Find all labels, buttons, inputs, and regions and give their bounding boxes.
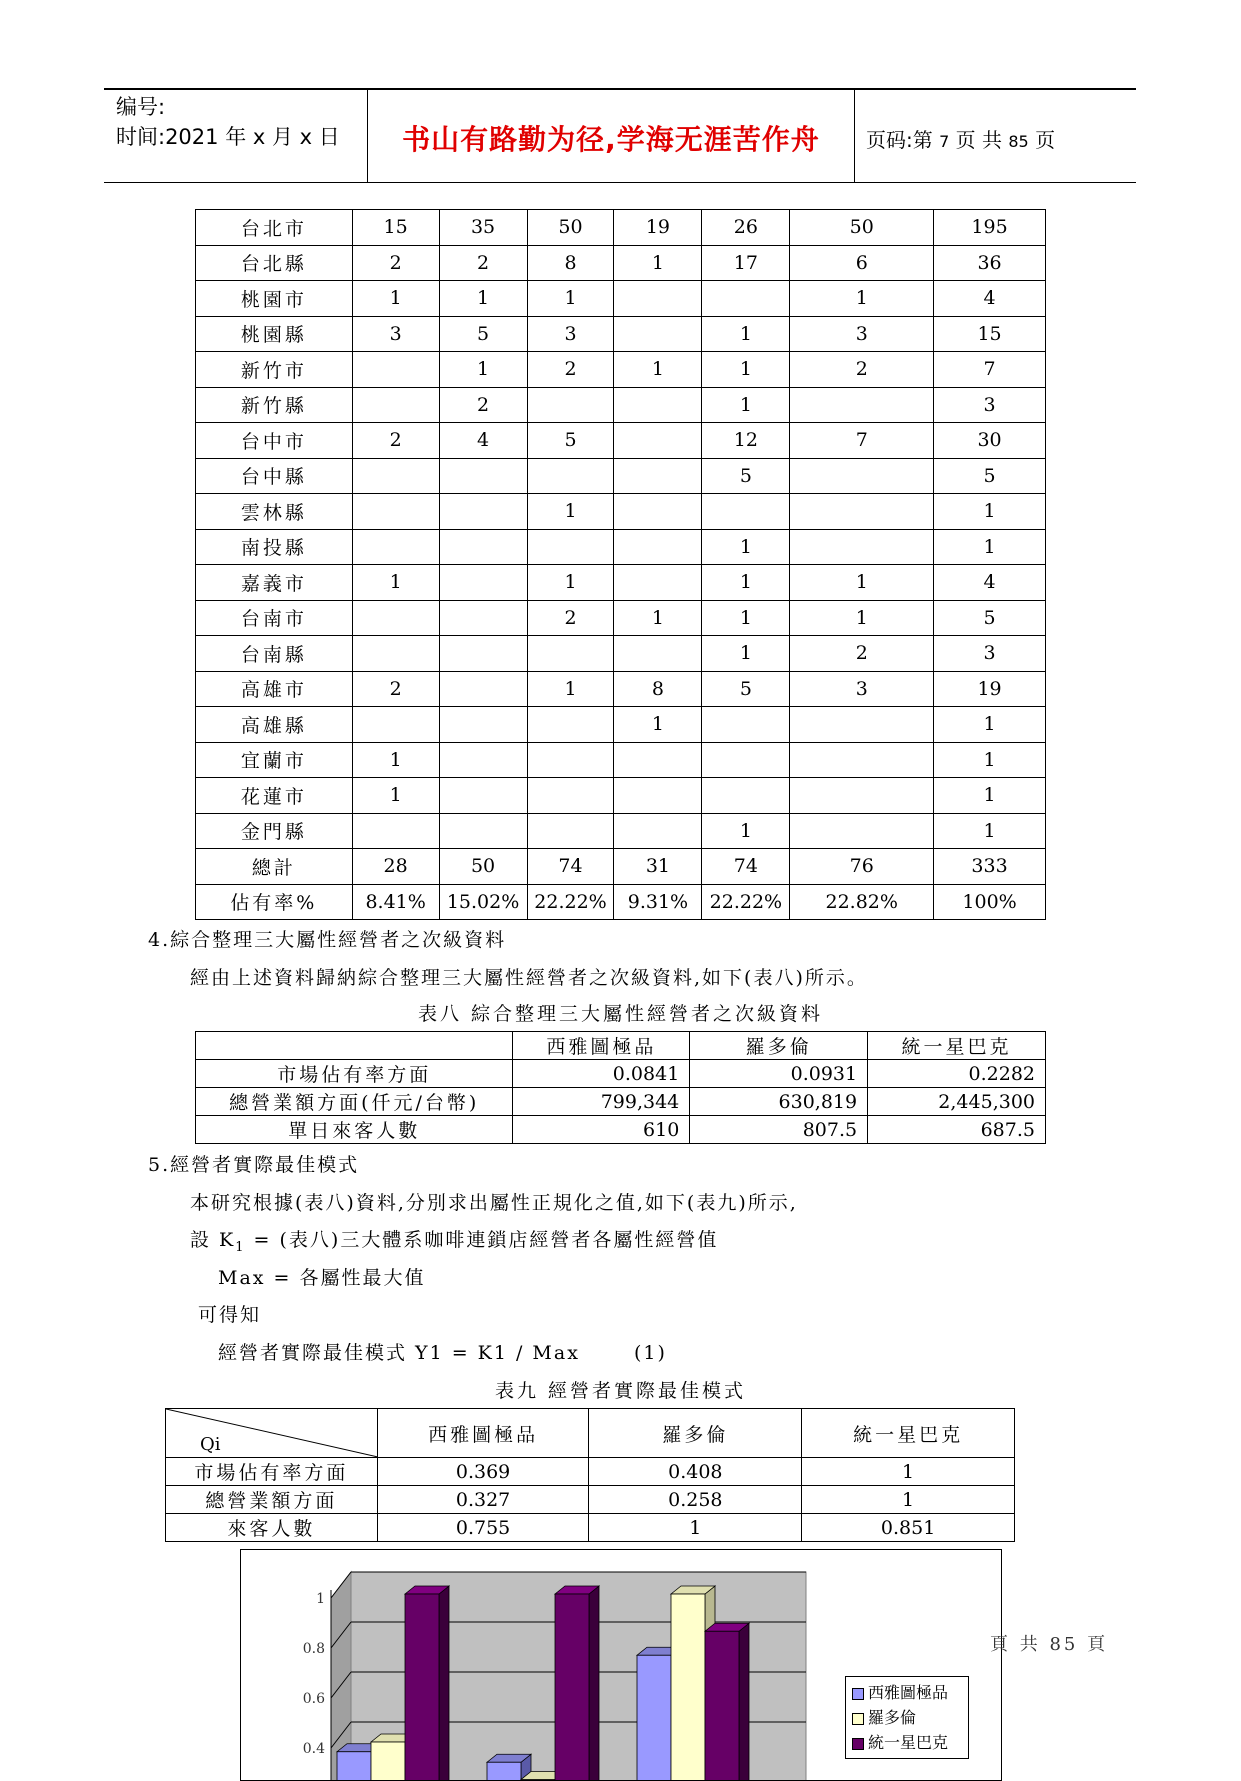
bar	[371, 1742, 405, 1780]
legend-label: 羅多倫	[868, 1708, 917, 1727]
value-cell: 1	[614, 707, 702, 743]
value-cell	[702, 778, 790, 814]
column-header: 羅多倫	[690, 1032, 868, 1060]
bar	[705, 1631, 739, 1780]
value-cell	[790, 387, 934, 423]
value-cell	[439, 529, 527, 565]
table-row	[196, 245, 1046, 281]
value-cell: 15.02%	[439, 884, 527, 920]
table-row	[166, 1486, 1015, 1514]
value-cell: 333	[934, 849, 1046, 885]
bar-side	[589, 1586, 599, 1780]
table-row	[196, 778, 1046, 814]
table-row	[196, 423, 1046, 459]
value-cell	[702, 707, 790, 743]
table-row	[196, 1060, 1046, 1088]
formula-line	[218, 1338, 667, 1365]
value-cell: 1	[790, 565, 934, 601]
bar	[521, 1780, 555, 1781]
row-label-cell: 市場佔有率方面	[166, 1458, 378, 1486]
value-cell: 1	[934, 494, 1046, 530]
row-label-cell: 總計	[196, 849, 353, 885]
y-tick-label: 0.8	[302, 1641, 325, 1657]
value-cell: 2	[352, 245, 439, 281]
row-label-cell: 高雄縣	[196, 707, 353, 743]
row-label-cell: 總營業額方面	[166, 1486, 378, 1514]
value-cell	[614, 778, 702, 814]
value-cell	[439, 565, 527, 601]
value-cell: 807.5	[690, 1116, 868, 1144]
value-cell: 1	[934, 529, 1046, 565]
value-cell	[527, 636, 614, 672]
value-cell: 1	[439, 352, 527, 388]
page-current: 7	[939, 132, 950, 151]
value-cell: 1	[527, 671, 614, 707]
table-row	[196, 671, 1046, 707]
value-cell: 30	[934, 423, 1046, 459]
value-cell	[352, 707, 439, 743]
section-5-line-3: Max = 各屬性最大值	[218, 1267, 426, 1289]
table-row	[196, 494, 1046, 530]
value-cell	[790, 529, 934, 565]
table-row	[196, 742, 1046, 778]
section-4-paragraph: 經由上述資料歸納綜合整理三大屬性經營者之次級資料,如下(表八)所示。	[190, 967, 868, 989]
row-label-cell: 桃園市	[196, 281, 353, 317]
bar	[555, 1594, 589, 1780]
value-cell: 2	[790, 636, 934, 672]
value-cell: 0.0931	[690, 1060, 868, 1088]
value-cell: 1	[352, 565, 439, 601]
value-cell	[790, 494, 934, 530]
table-row	[196, 281, 1046, 317]
value-cell: 5	[702, 458, 790, 494]
value-cell: 1	[934, 813, 1046, 849]
value-cell: 1	[802, 1486, 1015, 1514]
value-cell	[614, 423, 702, 459]
k-subscript: 1	[235, 1239, 246, 1255]
value-cell: 1	[790, 600, 934, 636]
row-label-cell: 台北縣	[196, 245, 353, 281]
value-cell: 0.0841	[513, 1060, 690, 1088]
value-cell	[790, 778, 934, 814]
diagonal-line	[166, 1409, 378, 1457]
value-cell: 610	[513, 1116, 690, 1144]
value-cell	[614, 742, 702, 778]
value-cell: 74	[702, 849, 790, 885]
value-cell: 31	[614, 849, 702, 885]
section-4-heading: 4.綜合整理三大屬性經營者之次級資料	[148, 929, 507, 951]
value-cell: 6	[790, 245, 934, 281]
header-motto: 书山有路勤为径,学海无涯苦作舟	[402, 123, 820, 156]
value-cell: 7	[790, 423, 934, 459]
formula-text: 經營者實際最佳模式 Y1 = K1 / Max	[218, 1342, 580, 1364]
value-cell	[614, 636, 702, 672]
row-label-cell: 新竹縣	[196, 387, 353, 423]
value-cell: 2	[352, 671, 439, 707]
value-cell: 5	[527, 423, 614, 459]
value-cell: 1	[589, 1514, 802, 1542]
value-cell: 0.327	[377, 1486, 589, 1514]
bar-side	[739, 1623, 749, 1780]
legend-label: 統一星巴克	[868, 1733, 949, 1752]
value-cell: 0.755	[377, 1514, 589, 1542]
value-cell	[352, 352, 439, 388]
page-mid: 页 共	[955, 128, 1003, 152]
header-bottom-rule	[104, 182, 1136, 183]
value-cell: 1	[527, 565, 614, 601]
value-cell: 5	[934, 458, 1046, 494]
value-cell: 1	[352, 281, 439, 317]
row-label-cell: 台中縣	[196, 458, 353, 494]
value-cell: 28	[352, 849, 439, 885]
value-cell	[790, 742, 934, 778]
value-cell: 2	[352, 423, 439, 459]
value-cell: 50	[527, 210, 614, 246]
value-cell: 36	[934, 245, 1046, 281]
chart-legend	[845, 1676, 969, 1759]
value-cell: 2,445,300	[868, 1088, 1046, 1116]
row-label-cell: 南投縣	[196, 529, 353, 565]
row-label-cell: 花蓮市	[196, 778, 353, 814]
header-page-number	[866, 124, 1055, 153]
value-cell: 1	[934, 778, 1046, 814]
bar	[337, 1752, 371, 1780]
value-cell	[352, 600, 439, 636]
value-cell: 15	[352, 210, 439, 246]
value-cell: 630,819	[690, 1088, 868, 1116]
table-row	[166, 1514, 1015, 1542]
header-divider-right	[854, 88, 855, 182]
legend-swatch	[852, 1713, 864, 1725]
bar-side	[439, 1586, 449, 1780]
legend-swatch	[852, 1738, 864, 1750]
value-cell: 19	[614, 210, 702, 246]
value-cell	[527, 458, 614, 494]
table-row	[196, 210, 1046, 246]
value-cell: 3	[790, 671, 934, 707]
row-label-cell: 台北市	[196, 210, 353, 246]
value-cell	[439, 707, 527, 743]
column-header: 西雅圖極品	[377, 1409, 589, 1458]
value-cell: 3	[790, 316, 934, 352]
value-cell	[439, 636, 527, 672]
value-cell	[352, 387, 439, 423]
page-total: 85	[1008, 132, 1029, 151]
table-row	[196, 707, 1046, 743]
value-cell: 1	[614, 352, 702, 388]
table-row	[196, 1116, 1046, 1144]
section-5-line-4: 可得知	[198, 1304, 262, 1326]
column-header: 羅多倫	[589, 1409, 802, 1458]
row-label-cell: 嘉義市	[196, 565, 353, 601]
value-cell: 5	[702, 671, 790, 707]
value-cell: 15	[934, 316, 1046, 352]
value-cell: 8	[614, 671, 702, 707]
value-cell: 0.851	[802, 1514, 1015, 1542]
value-cell: 22.22%	[527, 884, 614, 920]
value-cell	[352, 813, 439, 849]
legend-label: 西雅圖極品	[868, 1683, 949, 1702]
value-cell	[527, 707, 614, 743]
value-cell: 2	[790, 352, 934, 388]
value-cell: 8.41%	[352, 884, 439, 920]
value-cell: 4	[439, 423, 527, 459]
value-cell	[790, 707, 934, 743]
value-cell	[527, 778, 614, 814]
table-row	[196, 813, 1046, 849]
page-suffix: 页	[1035, 128, 1056, 152]
value-cell	[614, 813, 702, 849]
formula-number: (1)	[633, 1342, 667, 1364]
value-cell: 1	[352, 778, 439, 814]
legend-swatch	[852, 1688, 864, 1700]
value-cell: 2	[527, 600, 614, 636]
value-cell: 3	[352, 316, 439, 352]
table-9-caption: 表九 經營者實際最佳模式	[494, 1380, 747, 1402]
column-header: 西雅圖極品	[513, 1032, 690, 1060]
value-cell: 1	[702, 352, 790, 388]
value-cell: 1	[790, 281, 934, 317]
value-cell: 8	[527, 245, 614, 281]
table-row	[196, 529, 1046, 565]
table-row	[196, 387, 1046, 423]
row-label-cell: 新竹市	[196, 352, 353, 388]
bar	[405, 1594, 439, 1780]
table-row	[196, 636, 1046, 672]
value-cell: 195	[934, 210, 1046, 246]
value-cell	[702, 281, 790, 317]
value-cell: 1	[614, 245, 702, 281]
row-label-cell: 佔有率%	[196, 884, 353, 920]
header-meta	[116, 92, 340, 152]
row-label-cell: 高雄市	[196, 671, 353, 707]
table-row	[196, 316, 1046, 352]
value-cell	[439, 671, 527, 707]
value-cell	[527, 387, 614, 423]
footer-page-fragment: 頁 共 85 頁	[990, 1634, 1109, 1655]
value-cell: 9.31%	[614, 884, 702, 920]
value-cell	[614, 458, 702, 494]
value-cell	[614, 565, 702, 601]
value-cell	[614, 316, 702, 352]
value-cell	[790, 458, 934, 494]
value-cell: 1	[702, 565, 790, 601]
legend-item	[852, 1680, 962, 1705]
bar	[487, 1762, 521, 1780]
column-header: 統一星巴克	[802, 1409, 1015, 1458]
value-cell: 1	[702, 636, 790, 672]
value-cell	[352, 636, 439, 672]
k-definition: = (表八)三大體系咖啡連鎖店經營者各屬性經營值	[245, 1229, 719, 1251]
value-cell	[352, 529, 439, 565]
table-row	[196, 352, 1046, 388]
value-cell: 1	[802, 1458, 1015, 1486]
value-cell	[614, 281, 702, 317]
value-cell: 0.408	[589, 1458, 802, 1486]
value-cell: 687.5	[868, 1116, 1046, 1144]
header-row	[196, 1032, 1046, 1060]
value-cell: 4	[934, 565, 1046, 601]
value-cell: 26	[702, 210, 790, 246]
value-cell: 22.82%	[790, 884, 934, 920]
row-label-cell: 總營業額方面(仟元/台幣)	[196, 1088, 513, 1116]
table-row	[196, 565, 1046, 601]
value-cell	[702, 494, 790, 530]
value-cell: 17	[702, 245, 790, 281]
y-tick-label: 0.4	[302, 1741, 325, 1757]
value-cell: 2	[439, 387, 527, 423]
corner-label: Qi	[200, 1434, 221, 1455]
table-row	[196, 458, 1046, 494]
value-cell: 100%	[934, 884, 1046, 920]
value-cell	[614, 529, 702, 565]
serial-label: 编号:	[116, 95, 166, 119]
value-cell: 4	[934, 281, 1046, 317]
value-cell: 1	[527, 281, 614, 317]
value-cell	[439, 813, 527, 849]
value-cell	[439, 494, 527, 530]
value-cell: 1	[702, 387, 790, 423]
value-cell: 50	[790, 210, 934, 246]
value-cell: 1	[702, 600, 790, 636]
value-cell: 76	[790, 849, 934, 885]
table-row	[196, 600, 1046, 636]
value-cell: 74	[527, 849, 614, 885]
value-cell: 5	[439, 316, 527, 352]
value-cell: 1	[934, 742, 1046, 778]
value-cell	[352, 494, 439, 530]
value-cell	[527, 529, 614, 565]
diagonal-corner-cell	[166, 1409, 378, 1458]
value-cell: 799,344	[513, 1088, 690, 1116]
legend-item	[852, 1705, 962, 1730]
value-cell: 3	[527, 316, 614, 352]
value-cell: 1	[439, 281, 527, 317]
table-8-caption: 表八 綜合整理三大屬性經營者之次級資料	[417, 1003, 824, 1025]
row-label-cell: 金門縣	[196, 813, 353, 849]
regional-store-table	[195, 209, 1046, 920]
time-label: 时间:2021 年 x 月 x 日	[116, 125, 340, 149]
value-cell: 0.369	[377, 1458, 589, 1486]
bar	[671, 1594, 705, 1780]
value-cell: 1	[614, 600, 702, 636]
row-label-cell: 桃園縣	[196, 316, 353, 352]
value-cell: 12	[702, 423, 790, 459]
value-cell	[614, 387, 702, 423]
row-label-cell: 宜蘭市	[196, 742, 353, 778]
value-cell	[790, 813, 934, 849]
value-cell: 1	[702, 529, 790, 565]
value-cell: 1	[352, 742, 439, 778]
value-cell: 0.258	[589, 1486, 802, 1514]
legend-item	[852, 1730, 962, 1755]
bar	[637, 1655, 671, 1780]
value-cell: 1	[702, 813, 790, 849]
value-cell: 1	[527, 494, 614, 530]
section-5-line-2	[190, 1225, 718, 1255]
y-tick-label: 0.6	[302, 1691, 325, 1707]
table-9	[165, 1408, 1015, 1542]
section-5-line-1: 本研究根據(表八)資料,分別求出屬性正規化之值,如下(表九)所示,	[190, 1192, 798, 1214]
value-cell: 7	[934, 352, 1046, 388]
value-cell: 19	[934, 671, 1046, 707]
table-row	[196, 1088, 1046, 1116]
column-header	[196, 1032, 513, 1060]
value-cell: 3	[934, 387, 1046, 423]
row-label-cell: 單日來客人數	[196, 1116, 513, 1144]
value-cell: 35	[439, 210, 527, 246]
value-cell	[352, 458, 439, 494]
table-8	[195, 1031, 1046, 1144]
value-cell	[439, 458, 527, 494]
value-cell: 1	[934, 707, 1046, 743]
column-header: 統一星巴克	[868, 1032, 1046, 1060]
value-cell: 5	[934, 600, 1046, 636]
value-cell: 3	[934, 636, 1046, 672]
value-cell: 0.2282	[868, 1060, 1046, 1088]
row-label-cell: 市場佔有率方面	[196, 1060, 513, 1088]
k-symbol: 設 K	[190, 1229, 236, 1251]
header-top-rule	[104, 88, 1136, 90]
value-cell	[527, 813, 614, 849]
value-cell	[527, 742, 614, 778]
value-cell	[439, 778, 527, 814]
row-label-cell: 來客人數	[166, 1514, 378, 1542]
table-row	[196, 849, 1046, 885]
row-label-cell: 雲林縣	[196, 494, 353, 530]
value-cell: 50	[439, 849, 527, 885]
table-row	[196, 884, 1046, 920]
value-cell	[614, 494, 702, 530]
table-row	[166, 1458, 1015, 1486]
value-cell: 22.22%	[702, 884, 790, 920]
page-prefix: 页码:第	[866, 128, 933, 152]
y-tick-label: 1	[316, 1591, 325, 1607]
row-label-cell: 台南縣	[196, 636, 353, 672]
value-cell	[702, 742, 790, 778]
value-cell	[439, 600, 527, 636]
row-label-cell: 台中市	[196, 423, 353, 459]
value-cell: 2	[439, 245, 527, 281]
section-5-heading: 5.經營者實際最佳模式	[148, 1154, 360, 1176]
value-cell	[439, 742, 527, 778]
row-label-cell: 台南市	[196, 600, 353, 636]
value-cell: 2	[527, 352, 614, 388]
value-cell: 1	[702, 316, 790, 352]
